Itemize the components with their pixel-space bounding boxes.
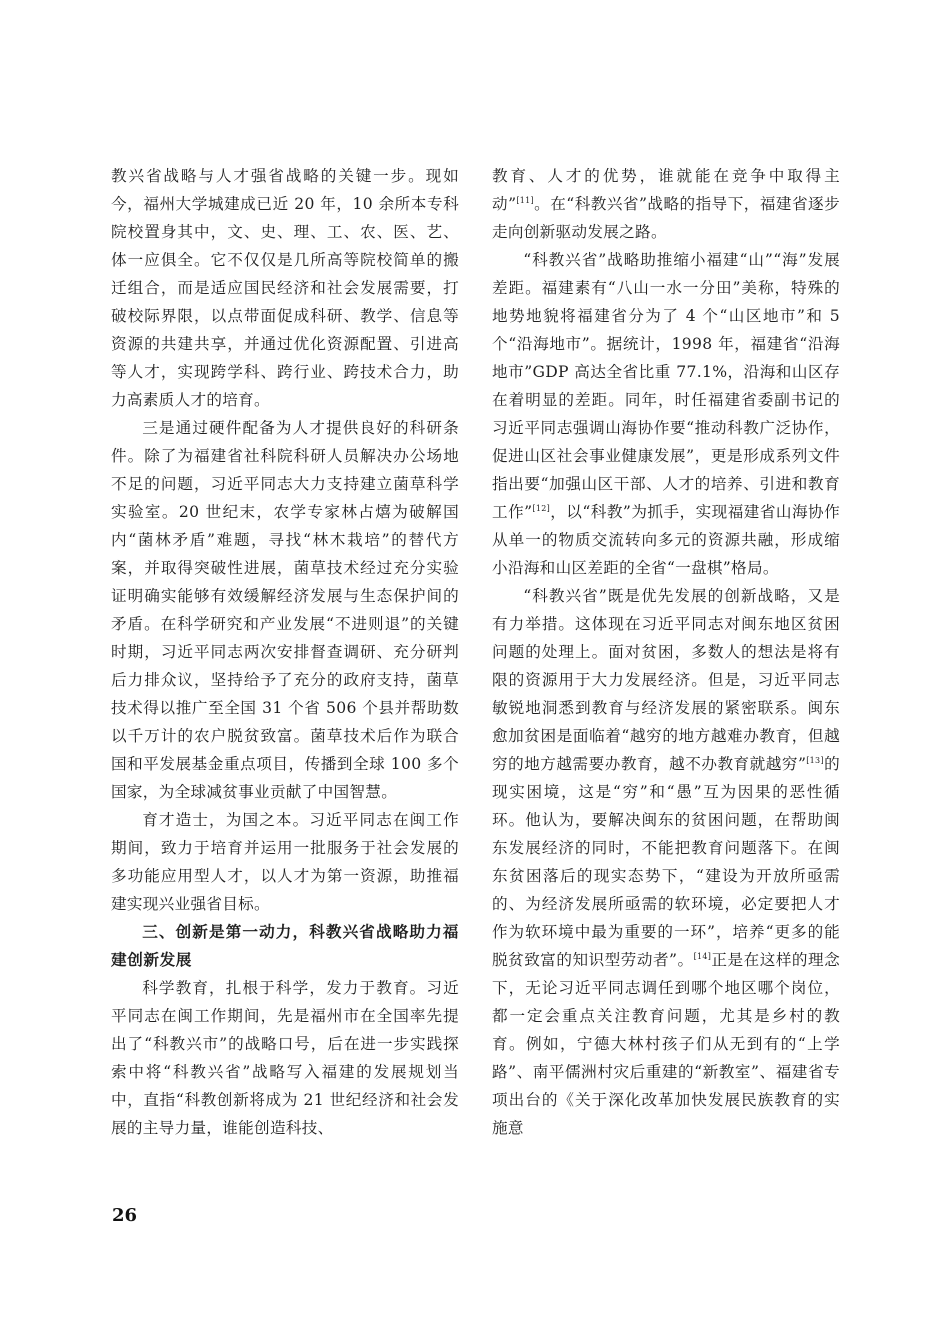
- right-p3-text: “科教兴省”既是优先发展的创新战略，又是有力举措。这体现在习近平同志对闽东地区贫困问题的处理上。面对贫困，多数人的想法是将有限的资源用于大力发展经济。但是，习近平同志敏锐地洞悉到教育与经济发展的紧密联系。闽东愈加贫困是面临着“越穷的地方越难办教育，但越穷的地方越需要办教育，越不办教育就越穷”: [492, 587, 840, 773]
- right-p2-text: “科教兴省”战略助推缩小福建“山”“海”发展差距。福建素有“八山一水一分田”美称，特殊的地势地貌将福建省分为了 4 个“山区地市”和 5 个“沿海地市”。据统计，1998 年，福建省“沿海地市”GDP 高达全省比重 77.1%，沿海和山区存在着明显的差距。同年，时任福建省委副书记的习近平同志强调山海协作要“推动科教广泛协作，促进山区社会事业健康发展”，更是形成系列文件指出要“加强山区干部、人才的培养、引进和教育工作”: [492, 251, 840, 521]
- left-column: [111, 162, 459, 1142]
- right-p2-tail: ，以“科教”为抓手，实现福建省山海协作从单一的物质交流转向多元的资源共融，形成缩小沿海和山区差距的全省“一盘棋”格局。: [492, 503, 840, 577]
- right-paragraph-2: [492, 246, 840, 582]
- left-paragraph-1: 教兴省战略与人才强省战略的关键一步。现如今，福州大学城建成已近 20 年，10 余所本专科院校置身其中，文、史、理、工、农、医、艺、体一应俱全。它不仅仅是几所高等院校简单的搬迁组合，而是适应国民经济和社会发展需要，打破校际界限，以点带面促成科研、教学、信息等资源的共建共享，并通过优化资源配置、引进高等人才，实现跨学科、跨行业、跨技术合力，助力高素质人才的培育。: [111, 167, 459, 409]
- right-p3-mid: 的现实困境，这是“穷”和“愚”互为因果的恶性循环。他认为，要解决闽东的贫困问题，在帮助闽东发展经济的同时，不能把教育问题落下。在闽东贫困落后的现实态势下，“建设为开放所亟需的、为经济发展所亟需的软环境，必定要把人才作为软环境中最为重要的一环”，培养“更多的能脱贫致富的知识型劳动者”。: [492, 755, 840, 969]
- citation-13: [13]: [806, 756, 824, 765]
- citation-14: [14]: [693, 952, 712, 961]
- page-number: 26: [112, 1205, 138, 1226]
- left-paragraph-2: 三是通过硬件配备为人才提供良好的科研条件。除了为福建省社科院科研人员解决办公场地不足的问题，习近平同志大力支持建立菌草科学实验室。20 世纪末，农学专家林占熺为破解国内“菌林矛盾”难题，寻找“林木栽培”的替代方案，并取得突破性进展，菌草技术经过充分实验证明确实能够有效缓解经济发展与生态保护间的矛盾。在科学研究和产业发展“不进则退”的关键时期，习近平同志两次安排督查调研、充分研判后力排众议，坚持给予了充分的政府支持，菌草技术得以推广至全国 31 个省 506 个县并帮助数以千万计的农户脱贫致富。菌草技术后作为联合国和平发展基金重点项目，传播到全球 100 多个国家，为全球减贫事业贡献了中国智慧。: [111, 419, 459, 801]
- right-p3-tail: 正是在这样的理念下，无论习近平同志调任到哪个地区哪个岗位，都一定会重点关注教育问题，尤其是乡村的教育。例如，宁德大林村孩子们从无到有的“上学路”、南平儒洲村灾后重建的“新教室”、福建省专项出台的《关于深化改革加快发展民族教育的实施意: [492, 951, 840, 1137]
- citation-12: [12]: [532, 504, 551, 513]
- citation-11: [11]: [516, 196, 534, 205]
- right-column: [492, 162, 840, 1142]
- right-p1-text: 教育、人才的优势，谁就能在竞争中取得主动”: [492, 167, 840, 213]
- left-paragraph-4: 科学教育，扎根于科学，发力于教育。习近平同志在闽工作期间，先是福州市在全国率先提出了“科教兴市”的战略口号，后在进一步实践探索中将“科教兴省”战略写入福建的发展规划当中，直指“科教创新将成为 21 世纪经济和社会发展的主导力量，谁能创造科技、: [111, 979, 459, 1137]
- right-paragraph-1: [492, 162, 840, 246]
- right-p1-tail: 。在“科教兴省”战略的指导下，福建省逐步走向创新驱动发展之路。: [492, 195, 840, 241]
- right-paragraph-3: [492, 582, 840, 1142]
- section-heading: 三、创新是第一动力，科教兴省战略助力福建创新发展: [111, 923, 459, 969]
- left-paragraph-3: 育才造士，为国之本。习近平同志在闽工作期间，致力于培育并运用一批服务于社会发展的多功能应用型人才，以人才为第一资源，助推福建实现兴业强省目标。: [111, 811, 459, 913]
